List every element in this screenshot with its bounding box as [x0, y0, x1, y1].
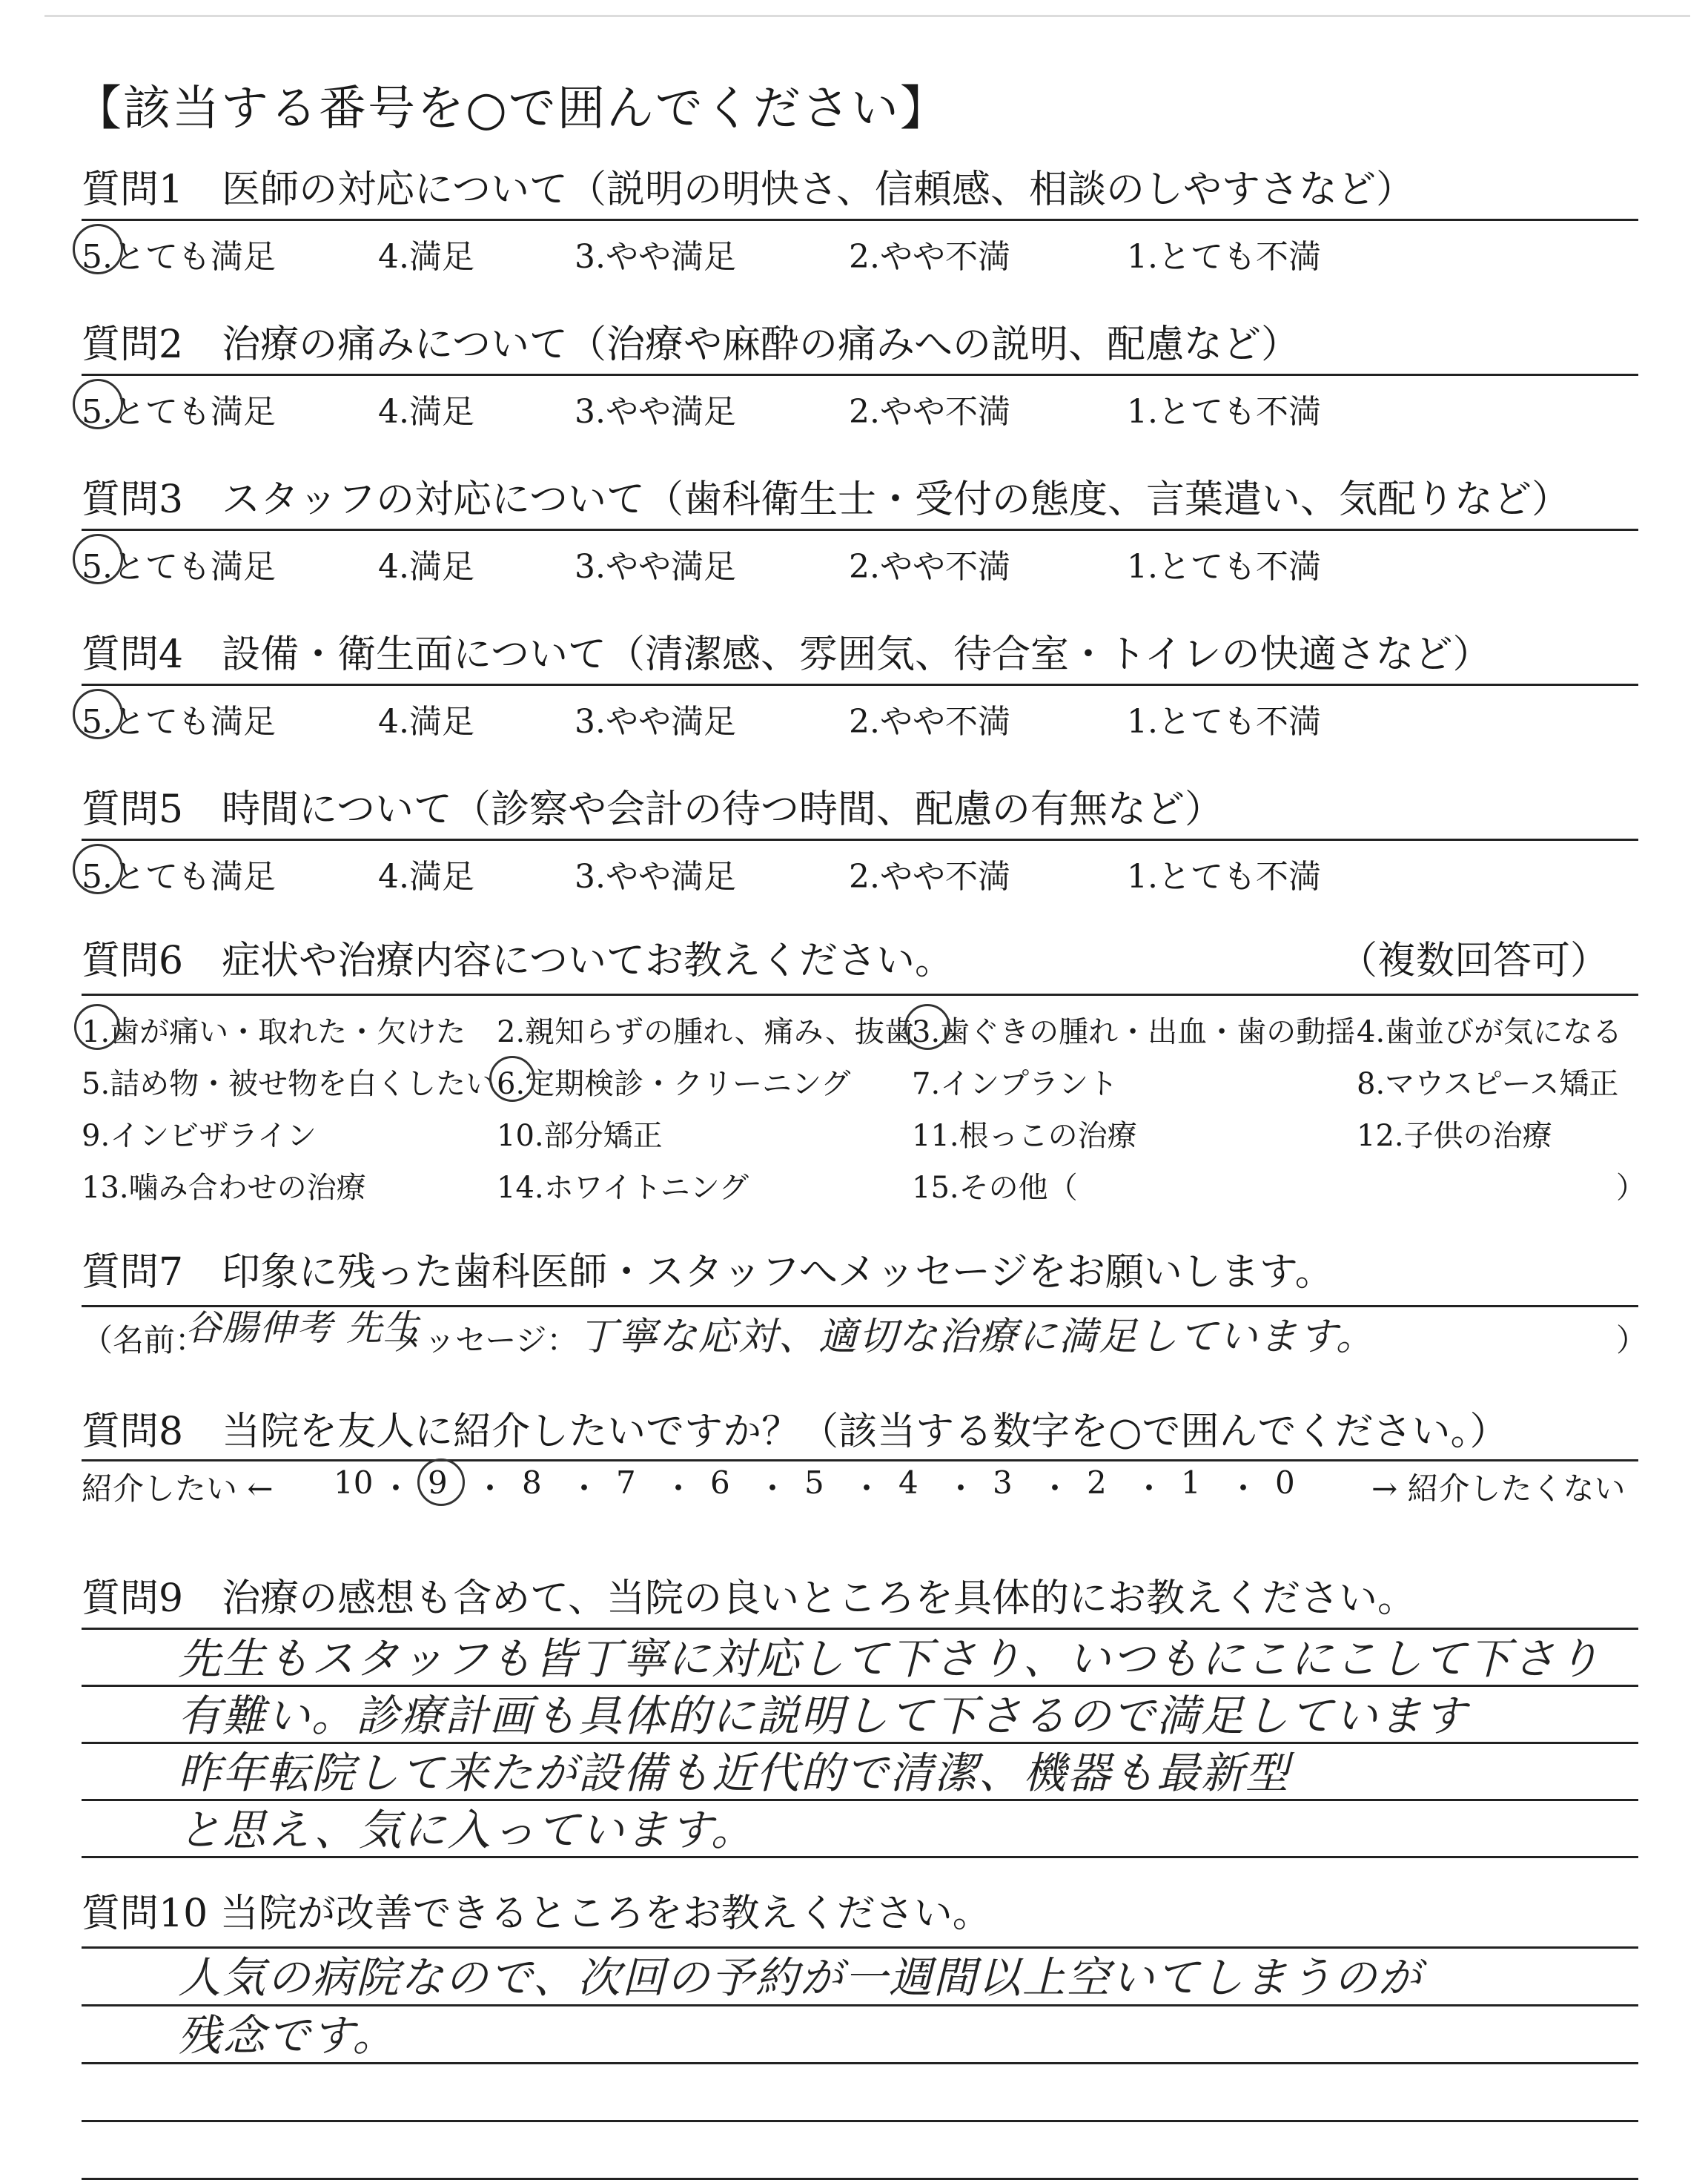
selection-circle	[73, 224, 123, 274]
rating-option[interactable]: 3.やや満足	[575, 238, 736, 276]
rating-option[interactable]: 1.とても不満	[1127, 238, 1321, 276]
rating-option[interactable]: 3.やや満足	[575, 703, 736, 741]
question-title: 質問6 症状や治療内容についてお教えください。	[82, 939, 954, 983]
selection-circle	[73, 689, 123, 739]
selection-circle	[489, 1056, 535, 1102]
symptom-option[interactable]: 4.歯並びが気になる	[1357, 1015, 1623, 1049]
question-title: 質問9 治療の感想も含めて、当院の良いところを具体的にお教えください。	[82, 1576, 1417, 1621]
selection-circle	[417, 1459, 465, 1506]
rating-option[interactable]: 2.やや不満	[849, 393, 1010, 431]
selection-circle	[73, 844, 123, 894]
selection-circle	[74, 1004, 120, 1050]
symptom-option[interactable]: 11.根っこの治療	[912, 1119, 1137, 1153]
question-8	[82, 1409, 1638, 1455]
scale-dot: ・	[569, 1470, 600, 1507]
scale-dot: ・	[945, 1470, 977, 1507]
question-title: 質問4 設備・衛生面について（清潔感、雰囲気、待合室・トイレの快適さなど）	[82, 632, 1492, 677]
handwritten-text: と思え、気に入っています。	[178, 1805, 755, 1855]
scale-dot: ・	[380, 1470, 412, 1507]
symptom-option[interactable]: 13.噛み合わせの治療	[82, 1171, 366, 1205]
rating-option[interactable]: 1.とても不満	[1127, 393, 1321, 431]
symptom-option[interactable]: 2.親知らずの腫れ、痛み、抜歯	[497, 1015, 914, 1049]
scale-right-label: → 紹介したくない	[1371, 1470, 1626, 1507]
symptom-option[interactable]: 7.インプラント	[912, 1067, 1119, 1101]
scale-dot: ・	[663, 1470, 695, 1507]
close-paren: ）	[1616, 1322, 1648, 1358]
question-2	[82, 322, 1638, 368]
selection-circle	[73, 379, 123, 429]
handwritten-text: 先生もスタッフも皆丁寧に対応して下さり、いつもにこにこして下さり	[178, 1634, 1602, 1684]
symptom-option[interactable]: 14.ホワイトニング	[497, 1171, 749, 1205]
symptom-option[interactable]: 6.定期検診・クリーニング	[497, 1067, 851, 1101]
top-border	[44, 15, 1690, 17]
divider	[82, 529, 1638, 531]
rating-option[interactable]: 2.やや不満	[849, 238, 1010, 276]
scale-number[interactable]: 6	[710, 1464, 730, 1501]
scale-dot: ・	[1133, 1470, 1165, 1507]
handwritten-text: 残念です。	[178, 2010, 397, 2061]
scale-number[interactable]: 7	[616, 1464, 636, 1501]
rating-option[interactable]: 2.やや不満	[849, 858, 1010, 896]
symptom-option[interactable]: 10.部分矯正	[497, 1119, 663, 1153]
question-title: 質問5 時間について（診察や会計の待つ時間、配慮の有無など）	[82, 787, 1224, 832]
rating-options	[82, 385, 1638, 429]
rating-option[interactable]: 1.とても不満	[1127, 858, 1321, 896]
symptom-option[interactable]: 9.インビザライン	[82, 1119, 317, 1153]
rating-option[interactable]: 4.満足	[378, 703, 474, 741]
handwritten-text: 人気の病院なので、次回の予約が一週間以上空いてしまうのが	[178, 1952, 1423, 2003]
symptom-option[interactable]: 12.子供の治療	[1357, 1119, 1552, 1153]
handwritten-text: 昨年転院して来たが設備も近代的で清潔、機器も最新型	[178, 1748, 1291, 1798]
selection-circle	[73, 534, 123, 584]
divider	[82, 374, 1638, 376]
scale-number[interactable]: 8	[522, 1464, 542, 1501]
rating-option[interactable]: 5.とても満足	[82, 703, 276, 741]
rating-option[interactable]: 5.とても満足	[82, 238, 276, 276]
question-title: 質問3 スタッフの対応について（歯科衛生士・受付の態度、言葉遣い、気配りなど）	[82, 478, 1571, 522]
doctor-name[interactable]: 谷腸伸考 先生	[185, 1307, 421, 1349]
question-3	[82, 477, 1638, 523]
question-title: 質問2 治療の痛みについて（治療や麻酔の痛みへの説明、配慮など）	[82, 323, 1300, 367]
symptom-option[interactable]: 1.歯が痛い・取れた・欠けた	[82, 1015, 466, 1049]
page-heading: 【該当する番号を○で囲んでください】	[74, 82, 949, 136]
question-4	[82, 632, 1638, 678]
scale-dot: ・	[1228, 1470, 1260, 1507]
question-10	[82, 1891, 1638, 1937]
question-title: 質問8 当院を友人に紹介したいですか？（該当する数字を○で囲んでください。）	[82, 1410, 1509, 1454]
scale-dot: ・	[851, 1470, 883, 1507]
rating-option[interactable]: 4.満足	[378, 548, 474, 586]
rating-option[interactable]: 3.やや満足	[575, 393, 736, 431]
symptom-option[interactable]: 3.歯ぐきの腫れ・出血・歯の動揺	[912, 1015, 1356, 1049]
question-9	[82, 1576, 1638, 1622]
rating-option[interactable]: 3.やや満足	[575, 548, 736, 586]
divider	[82, 219, 1638, 221]
answer-line	[82, 2120, 1638, 2122]
scale-left-label: 紹介したい ←	[82, 1470, 274, 1507]
multi-answer-note: （複数回答可）	[1338, 939, 1609, 983]
handwritten-text: 有難い。診療計画も具体的に説明して下さるので満足しています	[178, 1691, 1469, 1741]
scale-dot: ・	[474, 1470, 506, 1507]
question-title: 質問10 当院が改善できるところをお教えください。	[82, 1892, 991, 1936]
scale-number[interactable]: 9	[428, 1464, 448, 1501]
question-title: 質問1 医師の対応について（説明の明快さ、信頼感、相談のしやすさなど）	[82, 168, 1414, 212]
scale-dot: ・	[1039, 1470, 1071, 1507]
rating-option[interactable]: 1.とても不満	[1127, 703, 1321, 741]
scale-number[interactable]: 2	[1087, 1464, 1107, 1501]
rating-option[interactable]: 4.満足	[378, 393, 474, 431]
divider	[82, 684, 1638, 686]
symptom-option[interactable]: 5.詰め物・被せ物を白くしたい	[82, 1067, 496, 1101]
message-text[interactable]: 丁寧な応対、適切な治療に満足しています。	[578, 1315, 1376, 1359]
divider	[82, 1459, 1638, 1461]
question-5	[82, 787, 1638, 833]
rating-options	[82, 230, 1638, 274]
scale-number[interactable]: 1	[1181, 1464, 1201, 1501]
rating-option[interactable]: 1.とても不満	[1127, 548, 1321, 586]
question-7	[82, 1249, 1638, 1295]
rating-option[interactable]: 4.満足	[378, 238, 474, 276]
rating-option[interactable]: 3.やや満足	[575, 858, 736, 896]
rating-option[interactable]: 5.とても満足	[82, 858, 276, 896]
scale-number[interactable]: 10	[334, 1464, 374, 1501]
rating-option[interactable]: 5.とても満足	[82, 393, 276, 431]
rating-option[interactable]: 4.満足	[378, 858, 474, 896]
selection-circle	[904, 1004, 950, 1050]
rating-options	[82, 850, 1638, 894]
rating-option[interactable]: 2.やや不満	[849, 548, 1010, 586]
question-title: 質問7 印象に残った歯科医師・スタッフへメッセージをお願いします。	[82, 1250, 1334, 1295]
divider	[82, 994, 1638, 996]
question-6	[82, 938, 1638, 984]
rating-options	[82, 540, 1638, 584]
message-label: メッセージ：	[393, 1322, 578, 1358]
symptom-option[interactable]: 15.その他（	[912, 1171, 1078, 1205]
rating-options	[82, 695, 1638, 739]
scale-number[interactable]: 0	[1275, 1464, 1295, 1501]
scale-dot: ・	[757, 1470, 789, 1507]
scale-number[interactable]: 3	[993, 1464, 1013, 1501]
scale-number[interactable]: 5	[804, 1464, 824, 1501]
divider	[82, 839, 1638, 841]
rating-option[interactable]: 5.とても満足	[82, 548, 276, 586]
symptom-option[interactable]: ）	[1616, 1171, 1646, 1205]
scale-number[interactable]: 4	[898, 1464, 918, 1501]
rating-option[interactable]: 2.やや不満	[849, 703, 1010, 741]
name-label: （名前：	[82, 1322, 207, 1358]
question-1	[82, 167, 1638, 213]
symptom-option[interactable]: 8.マウスピース矯正	[1357, 1067, 1619, 1101]
